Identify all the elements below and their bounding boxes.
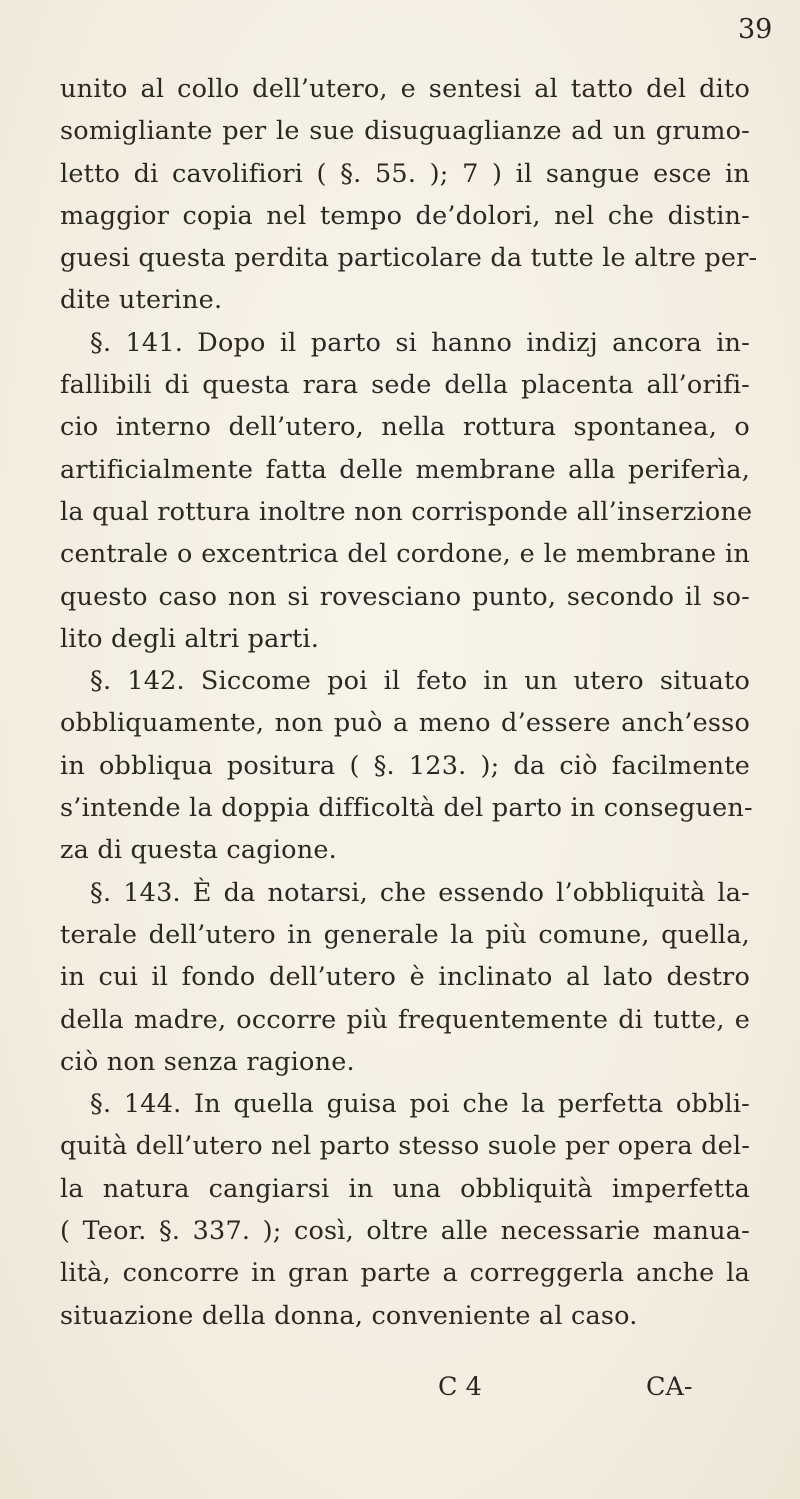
body-text: [60, 68, 758, 1337]
paragraph-141-start: §. 141. Dopo il parto si hanno indizj ancora in-: [90, 327, 750, 358]
paragraph-143-start: §. 143. È da notarsi, che essendo l’obbliquità la-: [90, 877, 750, 908]
text-line: unito al collo dell’utero, e sentesi al tatto del dito: [60, 74, 750, 104]
text-line: ciò non senza ragione.: [60, 1046, 355, 1077]
text-line: in cui il fondo dell’utero è inclinato al lato destro: [60, 962, 750, 993]
signature-mark: C 4: [438, 1372, 482, 1402]
page-footer: [0, 1372, 800, 1412]
text-line: cio interno dell’utero, nella rottura spontanea, o: [60, 412, 750, 443]
text-line: centrale o excentrica del cordone, e le membrane in: [60, 539, 750, 570]
text-line: ( Teor. §. 337. ); così, oltre alle necessarie manua-: [60, 1216, 750, 1247]
catchword: CA-: [646, 1372, 693, 1402]
text-line: za di questa cagione.: [60, 835, 337, 866]
text-line: somigliante per le sue disuguaglianze ad un grumo-: [60, 116, 750, 147]
text-line: letto di cavolifiori ( §. 55. ); 7 ) il sangue esce in: [60, 158, 750, 189]
text-line: fallibili di questa rara sede della placenta all’orifi-: [60, 370, 750, 401]
page-number: 39: [738, 14, 773, 45]
text-line: lito degli altri parti.: [60, 623, 320, 654]
text-line: guesi questa perdita particolare da tutte le altre per-: [60, 243, 758, 274]
text-line: terale dell’utero in generale la più comune, quella,: [60, 919, 750, 950]
text-line: dite uterine.: [60, 285, 223, 316]
text-line: questo caso non si rovesciano punto, secondo il so-: [60, 581, 750, 612]
text-line: quità dell’utero nel parto stesso suole per opera del-: [60, 1131, 751, 1162]
text-line: maggior copia nel tempo de’dolori, nel che distin-: [60, 200, 750, 231]
text-line: la qual rottura inoltre non corrisponde all’inserzione: [60, 496, 753, 527]
paragraph-144-start: §. 144. In quella guisa poi che la perfetta obbli-: [90, 1089, 750, 1120]
text-line: s’intende la doppia difficoltà del parto in conseguen-: [60, 793, 753, 824]
text-line: la natura cangiarsi in una obbliquità imperfetta: [60, 1173, 750, 1204]
text-line: artificialmente fatta delle membrane alla periferìa,: [60, 454, 750, 485]
text-line: della madre, occorre più frequentemente di tutte, e: [60, 1004, 750, 1035]
text-line: in obbliqua positura ( §. 123. ); da ciò facilmente: [60, 750, 750, 781]
text-line: situazione della donna, conveniente al caso.: [60, 1300, 638, 1331]
text-line: lità, concorre in gran parte a correggerla anche la: [60, 1258, 750, 1289]
text-line: obbliquamente, non può a meno d’essere anch’esso: [60, 708, 750, 739]
paragraph-142-start: §. 142. Siccome poi il feto in un utero situato: [90, 666, 750, 697]
